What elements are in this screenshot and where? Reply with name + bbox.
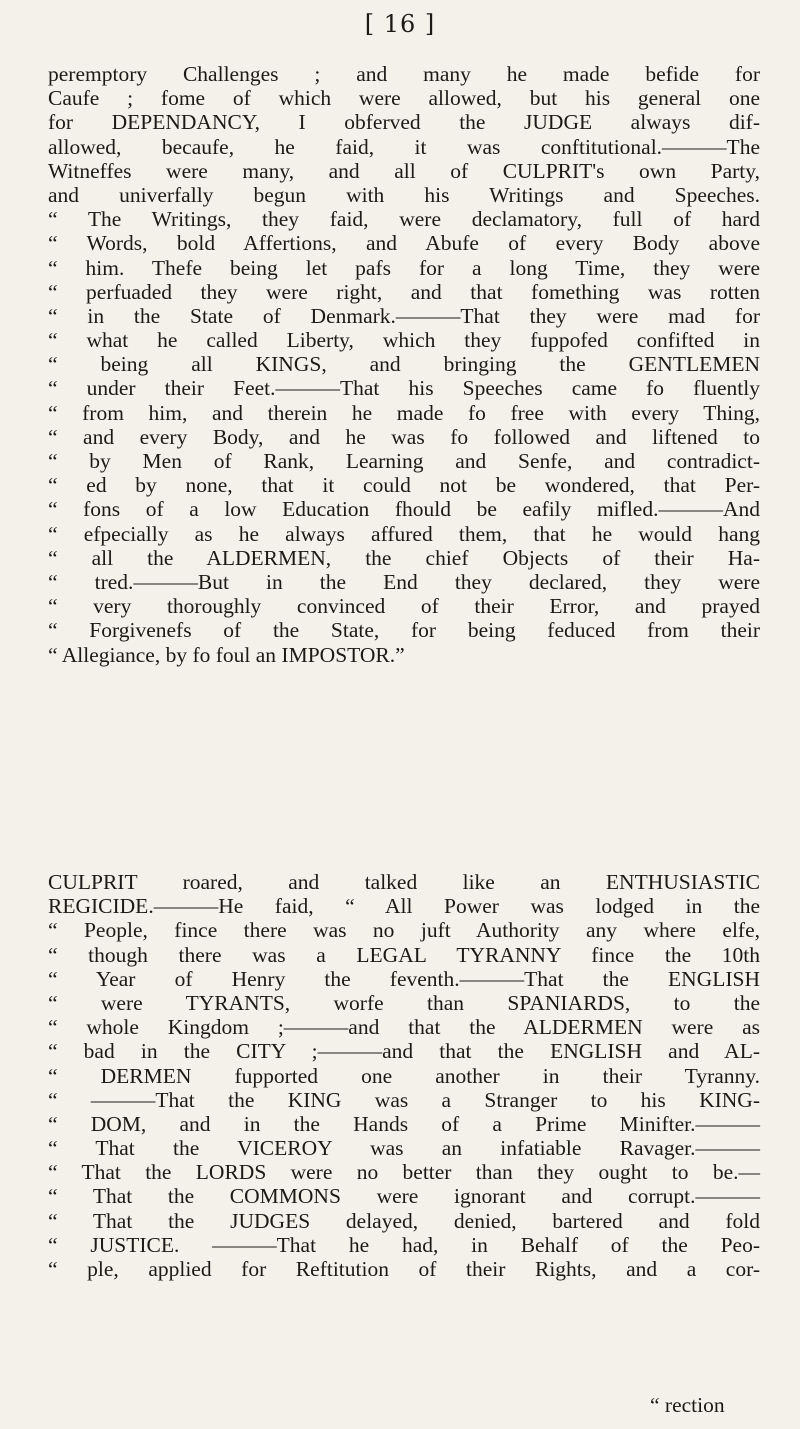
- paragraph-2: [48, 870, 760, 1281]
- text-line: “ That the JUDGES delayed, denied, bartered and fold: [48, 1208, 760, 1233]
- text-line: “ That the VICEROY was an infatiable Ravager.———: [48, 1136, 760, 1161]
- text-line: “ JUSTICE. ———That he had, in Behalf of the Peo-: [48, 1232, 760, 1257]
- text-line: “ what he called Liberty, which they fuppofed confifted in: [48, 328, 760, 353]
- text-line: “ in the State of Denmark.———That they were mad for: [48, 303, 760, 328]
- text-line: allowed, becaufe, he faid, it was conftitutional.———The: [48, 134, 760, 159]
- text-line: Witneffes were many, and all of CULPRIT's own Party,: [48, 158, 760, 183]
- text-line: “ and every Body, and he was fo followed and liftened to: [48, 424, 760, 449]
- text-line: for DEPENDANCY, I obferved the JUDGE always dif-: [48, 110, 760, 135]
- text-line: “ fons of a low Education fhould be eafily mifled.———And: [48, 497, 760, 522]
- text-line: “ Year of Henry the feventh.———That the ENGLISH: [48, 966, 760, 991]
- text-line: “ ple, applied for Reftitution of their Rights, and a cor-: [48, 1257, 760, 1281]
- text-line: “ That the COMMONS were ignorant and corrupt.———: [48, 1184, 760, 1209]
- text-line: “ Forgivenefs of the State, for being feduced from their: [48, 618, 760, 643]
- text-line: “ all the ALDERMEN, the chief Objects of their Ha-: [48, 545, 760, 570]
- text-line: “ DERMEN fupported one another in their Tyranny.: [48, 1063, 760, 1088]
- text-line: “ tred.———But in the End they declared, they were: [48, 569, 760, 594]
- catchword: “ rection: [650, 1393, 725, 1417]
- text-line: “ ———That the KING was a Stranger to his KING-: [48, 1087, 760, 1112]
- text-line: “ People, fince there was no juft Authority any where elfe,: [48, 918, 760, 943]
- text-line: “ by Men of Rank, Learning and Senfe, and contradict-: [48, 449, 760, 473]
- text-line: “ very thoroughly convinced of their Error, and prayed: [48, 594, 760, 619]
- text-line: “ That the LORDS were no better than they ought to be.—: [48, 1160, 760, 1185]
- text-line: “ The Writings, they faid, were declamatory, full of hard: [48, 207, 760, 232]
- text-line: “ bad in the CITY ;———and that the ENGLISH and AL-: [48, 1039, 760, 1064]
- text-line: “ from him, and therein he made fo free with every Thing,: [48, 400, 760, 425]
- text-line: “ under their Feet.———That his Speeches came fo fluently: [48, 376, 760, 401]
- text-line: “ ed by none, that it could not be wondered, that Per-: [48, 473, 760, 498]
- text-line: peremptory Challenges ; and many he made befide for: [48, 62, 760, 86]
- text-line: “ Allegiance, by fo foul an IMPOSTOR.”: [48, 642, 405, 667]
- text-line: “ were TYRANTS, worfe than SPANIARDS, to the: [48, 990, 760, 1015]
- text-line: “ him. Thefe being let pafs for a long Time, they were: [48, 255, 760, 280]
- text-line: “ whole Kingdom ;———and that the ALDERMEN were as: [48, 1015, 760, 1040]
- text-line: Caufe ; fome of which were allowed, but his general one: [48, 86, 760, 111]
- text-line: CULPRIT roared, and talked like an ENTHUSIASTIC: [48, 870, 760, 894]
- text-line: “ DOM, and in the Hands of a Prime Minifter.———: [48, 1111, 760, 1136]
- text-line: “ efpecially as he always affured them, that he would hang: [48, 521, 760, 546]
- paragraph-1: [48, 62, 760, 667]
- text-line: “ Words, bold Affertions, and Abufe of every Body above: [48, 231, 760, 256]
- text-line: REGICIDE.———He faid, “ All Power was lodged in the: [48, 894, 760, 919]
- text-line: “ being all KINGS, and bringing the GENTLEMEN: [48, 352, 760, 377]
- text-line: “ though there was a LEGAL TYRANNY fince the 10th: [48, 942, 760, 967]
- page-number: [ 16 ]: [364, 10, 436, 38]
- text-line: “ perfuaded they were right, and that fomething was rotten: [48, 279, 760, 304]
- text-line: and univerfally begun with his Writings and Speeches.: [48, 182, 760, 207]
